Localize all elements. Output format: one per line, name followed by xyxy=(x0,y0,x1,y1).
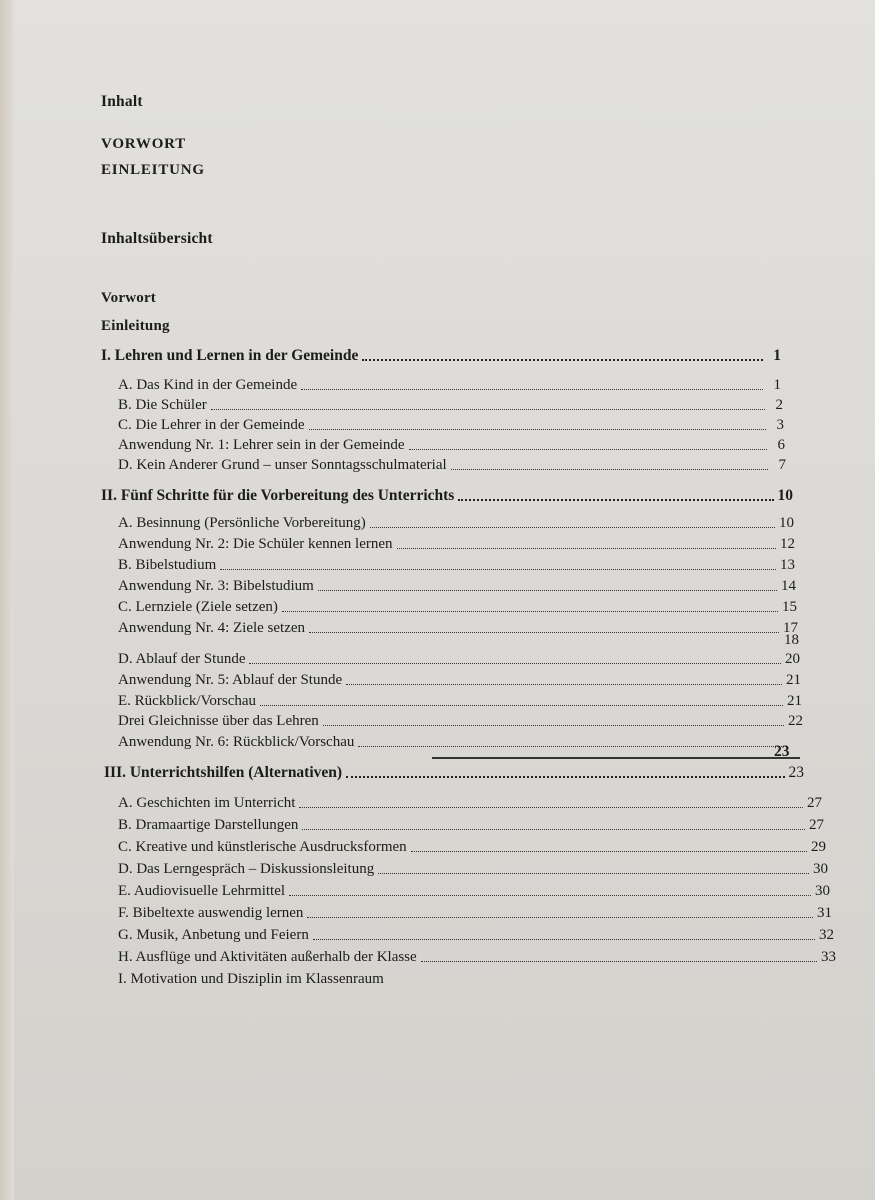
toc-entry-title: A. Geschichten im Unterricht xyxy=(118,795,296,811)
toc-entry[interactable] xyxy=(118,651,800,668)
toc-entry-title: Anwendung Nr. 4: Ziele setzen xyxy=(118,620,306,636)
toc-entry[interactable] xyxy=(118,632,799,649)
toc-entry[interactable] xyxy=(118,536,795,553)
toc-section-3-page-marker xyxy=(774,743,824,761)
toc-page-number: 31 xyxy=(817,905,832,921)
toc-page-number: 10 xyxy=(779,515,794,531)
toc-section-3[interactable] xyxy=(104,764,804,782)
toc-section-1[interactable] xyxy=(101,347,781,365)
toc-entry-title: C. Die Lehrer in der Gemeinde xyxy=(118,417,305,433)
toc-page-number: 14 xyxy=(781,578,796,594)
leader-dots xyxy=(346,683,782,685)
toc-entry[interactable] xyxy=(118,927,834,944)
toc-entry-title: Anwendung Nr. 3: Bibelstudium xyxy=(118,578,314,594)
toc-entry[interactable] xyxy=(118,672,801,689)
leader-dots xyxy=(220,568,776,570)
toc-entry-title: Drei Gleichnisse über das Lehren xyxy=(118,713,319,729)
toc-page-number: 33 xyxy=(821,949,836,965)
toc-section-title: I. Lehren und Lernen in der Gemeinde xyxy=(101,347,359,364)
leader-dots xyxy=(299,806,803,808)
toc-entry-title: H. Ausflüge und Aktivitäten außerhalb der Klasse xyxy=(118,949,417,965)
leader-dots xyxy=(358,745,786,747)
toc-entry[interactable] xyxy=(118,713,803,730)
leader-dots xyxy=(409,448,767,450)
toc-entry-title: Anwendung Nr. 1: Lehrer sein in der Gemeinde xyxy=(118,437,405,453)
toc-page-number: 21 xyxy=(787,693,802,709)
toc-entry-title: A. Besinnung (Persönliche Vorbereitung) xyxy=(118,515,366,531)
toc-entry-title: E. Rückblick/Vorschau xyxy=(118,693,257,709)
leader-dots xyxy=(301,388,763,390)
leader-dots xyxy=(370,526,775,528)
toc-page-number: 18 xyxy=(784,632,799,648)
toc-entry[interactable] xyxy=(118,971,498,988)
toc-section-title: III. Unterrichtshilfen (Alternativen) xyxy=(104,764,343,781)
toc-entry[interactable] xyxy=(118,949,836,966)
toc-entry[interactable] xyxy=(118,377,781,394)
toc-entry[interactable] xyxy=(118,557,795,574)
toc-page-number: 13 xyxy=(780,557,795,573)
toc-entry-title: Anwendung Nr. 6: Rückblick/Vorschau xyxy=(118,734,355,750)
leader-dots xyxy=(282,610,778,612)
toc-entry[interactable] xyxy=(118,397,783,414)
leader-dots xyxy=(323,724,784,726)
toc-page-number: 32 xyxy=(819,927,834,943)
heading-vorwort-caps: VORWORT xyxy=(101,136,187,152)
toc-entry-title: I. Motivation und Disziplin im Klassenraum xyxy=(118,971,384,987)
leader-dots xyxy=(289,894,811,896)
toc-entry[interactable] xyxy=(118,578,796,595)
leader-dots xyxy=(307,916,813,918)
heading-einleitung-caps: EINLEITUNG xyxy=(101,162,205,178)
toc-page-number: 23 xyxy=(774,743,790,760)
toc-page-number: 2 xyxy=(775,397,783,413)
toc-entry-title: Anwendung Nr. 2: Die Schüler kennen lernen xyxy=(118,536,393,552)
toc-entry-title: C. Lernziele (Ziele setzen) xyxy=(118,599,278,615)
toc-entry-title: D. Ablauf der Stunde xyxy=(118,651,246,667)
leader-dots xyxy=(362,358,763,361)
toc-entry[interactable] xyxy=(118,437,785,454)
toc-entry[interactable] xyxy=(118,817,824,834)
toc-page-number: 1 xyxy=(773,347,781,364)
toc-entry[interactable] xyxy=(118,861,828,878)
heading-vorwort: Vorwort xyxy=(101,290,156,306)
toc-entry[interactable] xyxy=(118,905,832,922)
toc-entry-title: C. Kreative und künstlerische Ausdrucksformen xyxy=(118,839,407,855)
toc-entry[interactable] xyxy=(118,795,822,812)
toc-entry-title: A. Das Kind in der Gemeinde xyxy=(118,377,298,393)
leader-dots xyxy=(211,408,765,410)
toc-entry[interactable] xyxy=(118,417,784,434)
toc-section-title: II. Fünf Schritte für die Vorbereitung des Unterrichts xyxy=(101,487,455,504)
toc-page-number: 1 xyxy=(773,377,781,393)
leader-dots xyxy=(378,872,809,874)
toc-page-number: 7 xyxy=(778,457,786,473)
toc-entry-title: E. Audiovisuelle Lehrmittel xyxy=(118,883,286,899)
leader-dots xyxy=(309,428,766,430)
toc-entry-title: D. Kein Anderer Grund – unser Sonntagsschulmaterial xyxy=(118,457,447,473)
heading-einleitung: Einleitung xyxy=(101,318,170,334)
toc-entry-title: D. Das Lerngespräch – Diskussionsleitung xyxy=(118,861,375,877)
toc-page-number: 15 xyxy=(782,599,797,615)
leader-dots xyxy=(249,662,781,664)
toc-page-number: 17 xyxy=(783,620,798,636)
toc-entry-title: F. Bibeltexte auswendig lernen xyxy=(118,905,304,921)
toc-entry[interactable] xyxy=(118,693,802,710)
leader-dots xyxy=(421,960,817,962)
leader-dots xyxy=(397,547,776,549)
page-edge xyxy=(0,0,15,1200)
leader-dots xyxy=(260,704,783,706)
leader-dots xyxy=(313,938,815,940)
toc-entry[interactable] xyxy=(118,839,826,856)
document-page xyxy=(14,0,875,1200)
toc-page-number: 22 xyxy=(788,713,803,729)
toc-entry-title: B. Bibelstudium xyxy=(118,557,217,573)
heading-inhalt: Inhalt xyxy=(101,93,143,110)
leader-dots xyxy=(458,498,773,501)
toc-entry[interactable] xyxy=(118,599,797,616)
toc-page-number: 23 xyxy=(788,764,804,781)
leader-dots xyxy=(411,850,807,852)
toc-page-number: 12 xyxy=(780,536,795,552)
toc-page-number: 29 xyxy=(811,839,826,855)
toc-page-number: 20 xyxy=(785,651,800,667)
toc-page-number: 10 xyxy=(777,487,793,504)
leader-dots xyxy=(318,589,777,591)
toc-entry-title: B. Dramaartige Darstellungen xyxy=(118,817,299,833)
toc-page-number: 6 xyxy=(777,437,785,453)
toc-entry-title: Anwendung Nr. 5: Ablauf der Stunde xyxy=(118,672,343,688)
toc-entry[interactable] xyxy=(118,515,794,532)
toc-page-number: 27 xyxy=(809,817,824,833)
toc-entry[interactable] xyxy=(118,734,804,751)
toc-section-2[interactable] xyxy=(101,487,793,505)
separator-rule xyxy=(432,757,800,759)
leader-dots xyxy=(346,775,784,778)
leader-dots xyxy=(302,828,805,830)
leader-dots xyxy=(451,468,768,470)
toc-content xyxy=(14,0,875,1200)
toc-entry[interactable] xyxy=(118,883,830,900)
toc-page-number: 21 xyxy=(786,672,801,688)
toc-entry-title: G. Musik, Anbetung und Feiern xyxy=(118,927,309,943)
toc-page-number: 3 xyxy=(776,417,784,433)
toc-page-number: 30 xyxy=(815,883,830,899)
toc-entry-title: B. Die Schüler xyxy=(118,397,207,413)
toc-page-number: 30 xyxy=(813,861,828,877)
toc-page-number: 27 xyxy=(807,795,822,811)
heading-inhaltsuebersicht: Inhaltsübersicht xyxy=(101,230,213,247)
toc-entry[interactable] xyxy=(118,457,786,474)
